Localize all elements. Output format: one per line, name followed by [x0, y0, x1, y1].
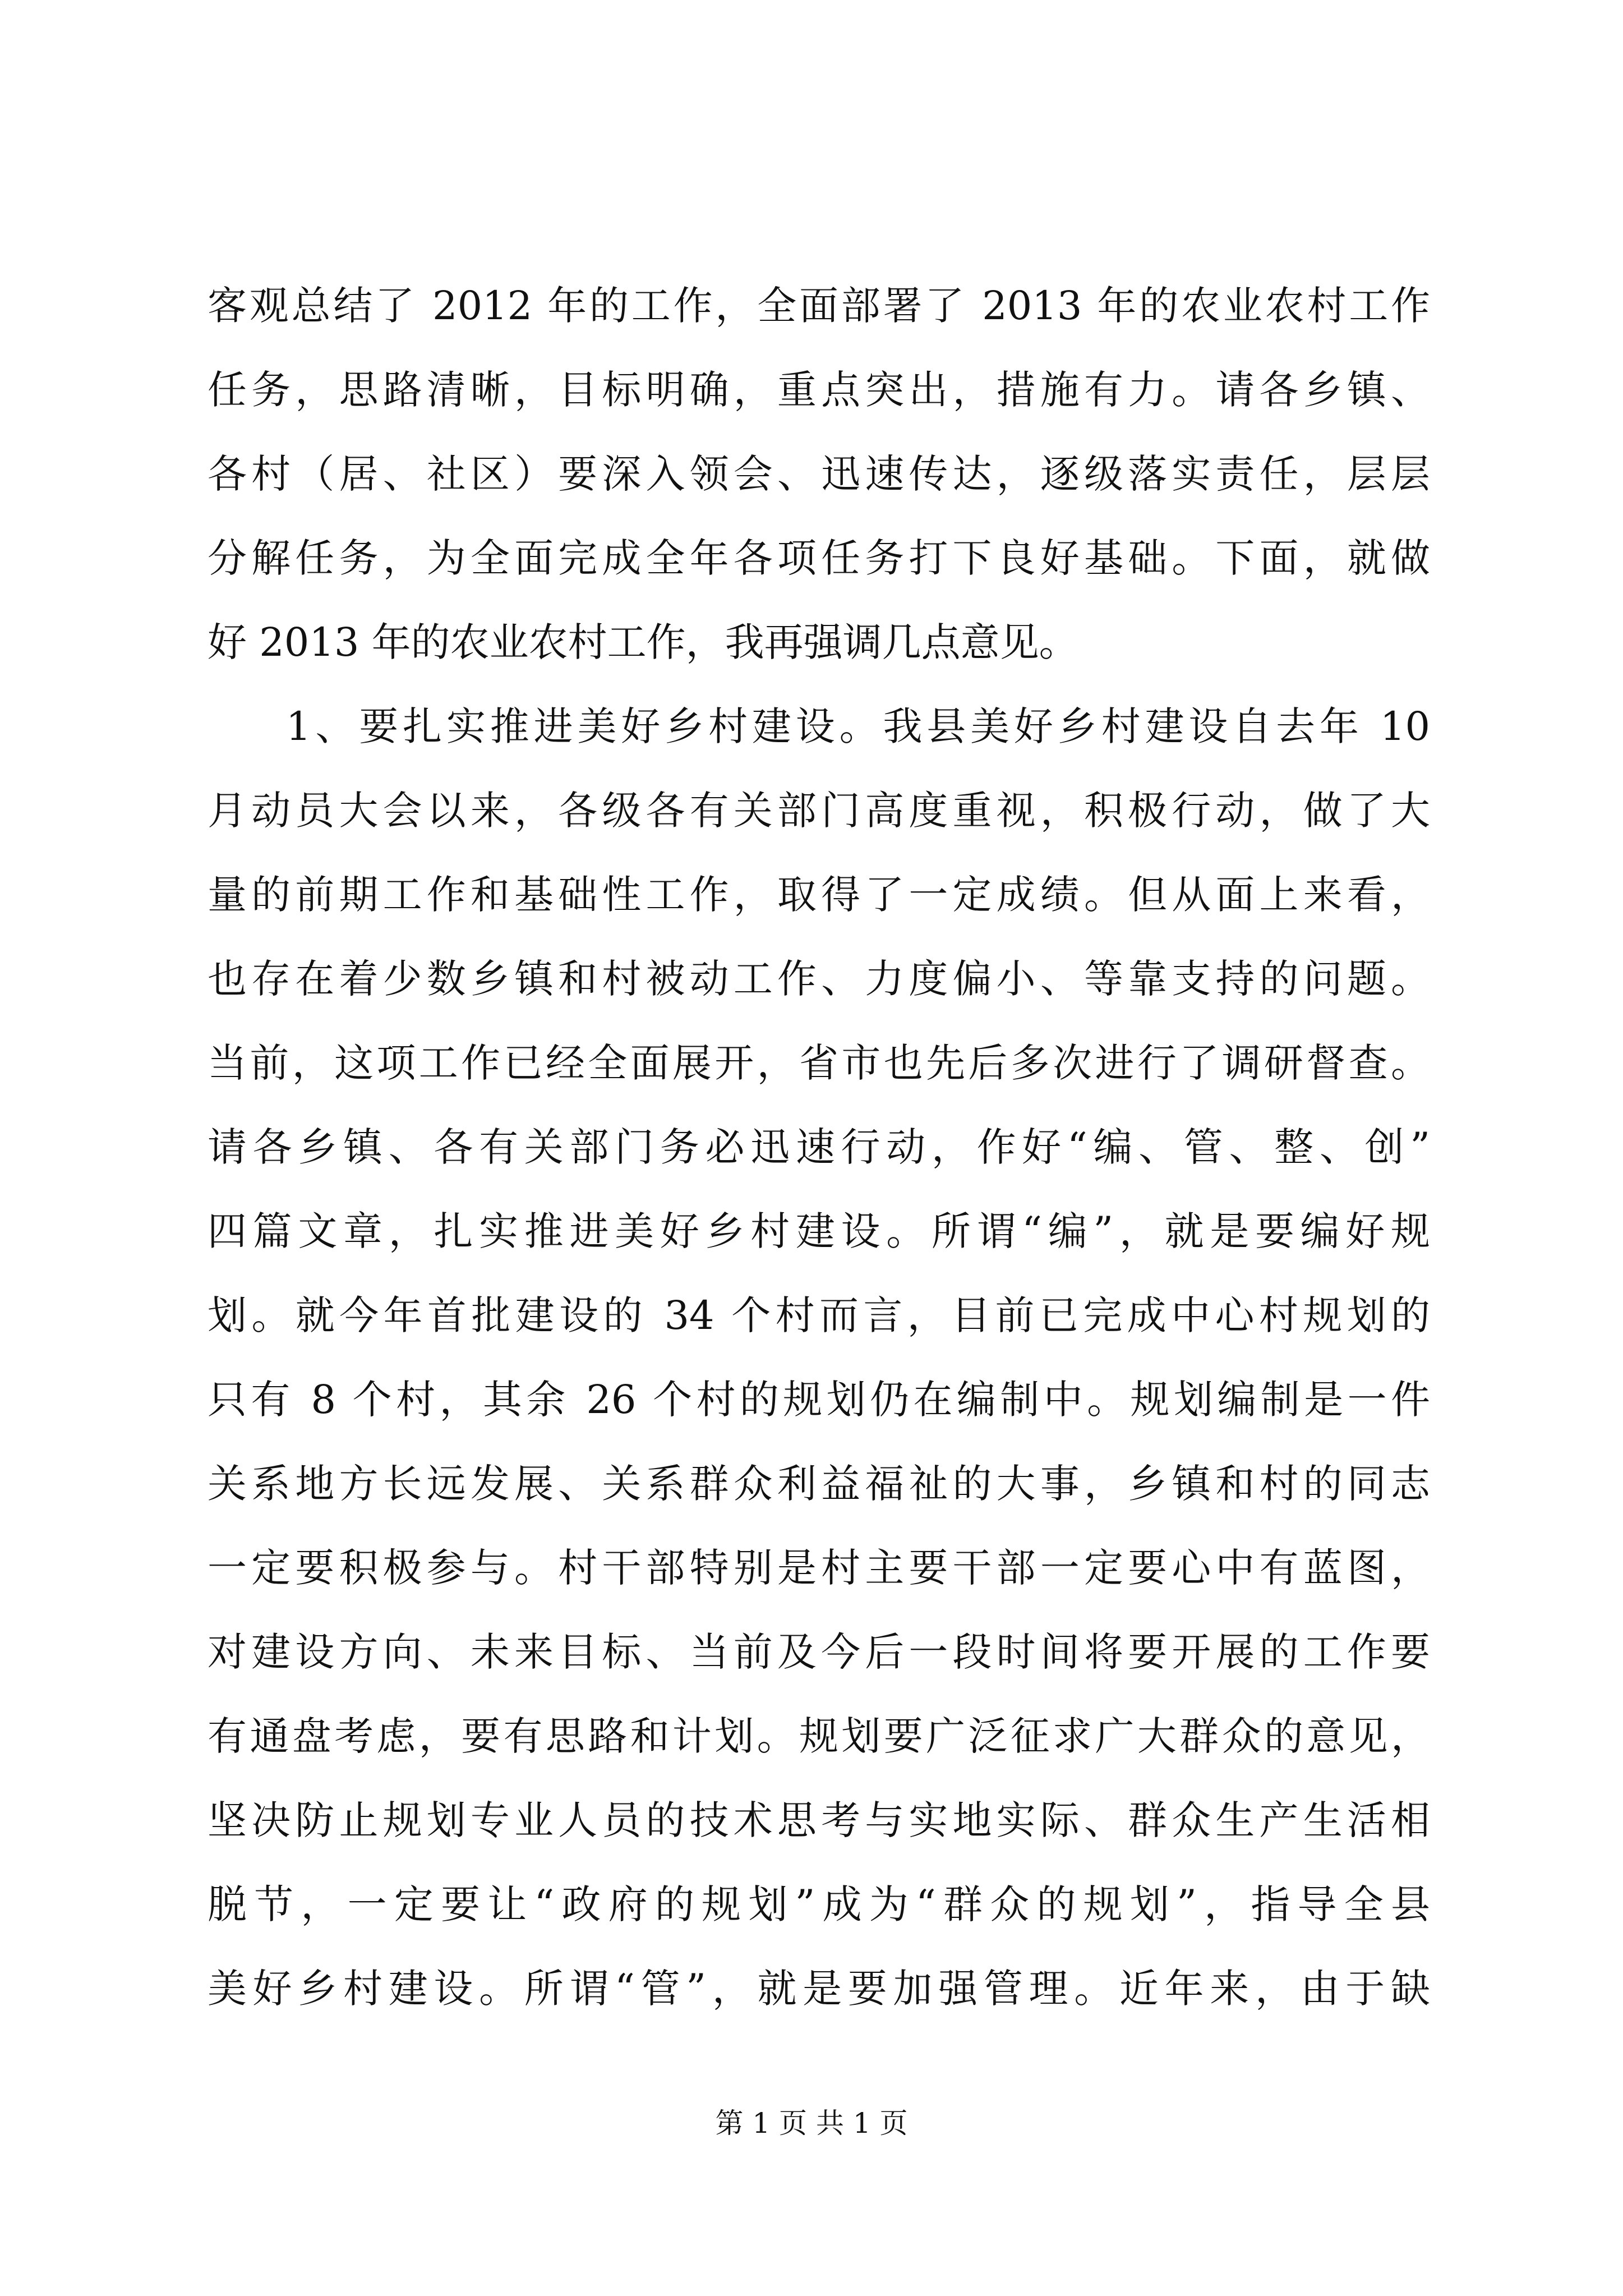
text-line: 分解任务，为全面完成全年各项任务打下良好基础。下面，就做 — [208, 535, 1430, 581]
text-line: 只有 8 个村，其余 26 个村的规划仍在编制中。规划编制是一件 — [208, 1377, 1430, 1423]
text-line: 客观总结了 2012 年的工作，全面部署了 2013 年的农业农村工作 — [208, 283, 1430, 329]
text-line: 一定要积极参与。村干部特别是村主要干部一定要心中有蓝图， — [208, 1545, 1430, 1591]
text-line: 任务，思路清晰，目标明确，重点突出，措施有力。请各乡镇、 — [208, 367, 1430, 413]
text-line: 月动员大会以来，各级各有关部门高度重视，积极行动，做了大 — [208, 788, 1430, 834]
paragraph-2 — [208, 684, 1430, 2031]
document-body — [208, 264, 1430, 2031]
page-number: 第 1 页 共 1 页 — [715, 2107, 908, 2139]
text-line: 脱节，一定要让“政府的规划”成为“群众的规划”，指导全县 — [208, 1881, 1430, 1927]
text-line: 请各乡镇、各有关部门务必迅速行动，作好“编、管、整、创” — [208, 1124, 1430, 1170]
text-line: 对建设方向、未来目标、当前及今后一段时间将要开展的工作要 — [208, 1629, 1430, 1675]
text-line: 有通盘考虑，要有思路和计划。规划要广泛征求广大群众的意见， — [208, 1713, 1430, 1759]
text-line: 四篇文章，扎实推进美好乡村建设。所谓“编”，就是要编好规 — [208, 1208, 1430, 1254]
text-line: 好 2013 年的农业农村工作，我再强调几点意见。 — [208, 619, 1078, 665]
text-line: 坚决防止规划专业人员的技术思考与实地实际、群众生产生活相 — [208, 1797, 1430, 1843]
text-line: 关系地方长远发展、关系群众利益福祉的大事，乡镇和村的同志 — [208, 1461, 1430, 1507]
text-line: 也存在着少数乡镇和村被动工作、力度偏小、等靠支持的问题。 — [208, 956, 1430, 1002]
text-line: 量的前期工作和基础性工作，取得了一定成绩。但从面上来看， — [208, 872, 1430, 918]
text-line: 划。就今年首批建设的 34 个村而言，目前已完成中心村规划的 — [208, 1292, 1430, 1338]
text-line: 1、要扎实推进美好乡村建设。我县美好乡村建设自去年 10 — [286, 703, 1430, 749]
page-footer — [0, 2101, 1623, 2141]
text-line: 各村（居、社区）要深入领会、迅速传达，逐级落实责任，层层 — [208, 451, 1430, 497]
text-line: 当前，这项工作已经全面展开，省市也先后多次进行了调研督查。 — [208, 1040, 1430, 1086]
paragraph-1 — [208, 264, 1430, 684]
text-line: 美好乡村建设。所谓“管”，就是要加强管理。近年来，由于缺 — [208, 1966, 1430, 2012]
